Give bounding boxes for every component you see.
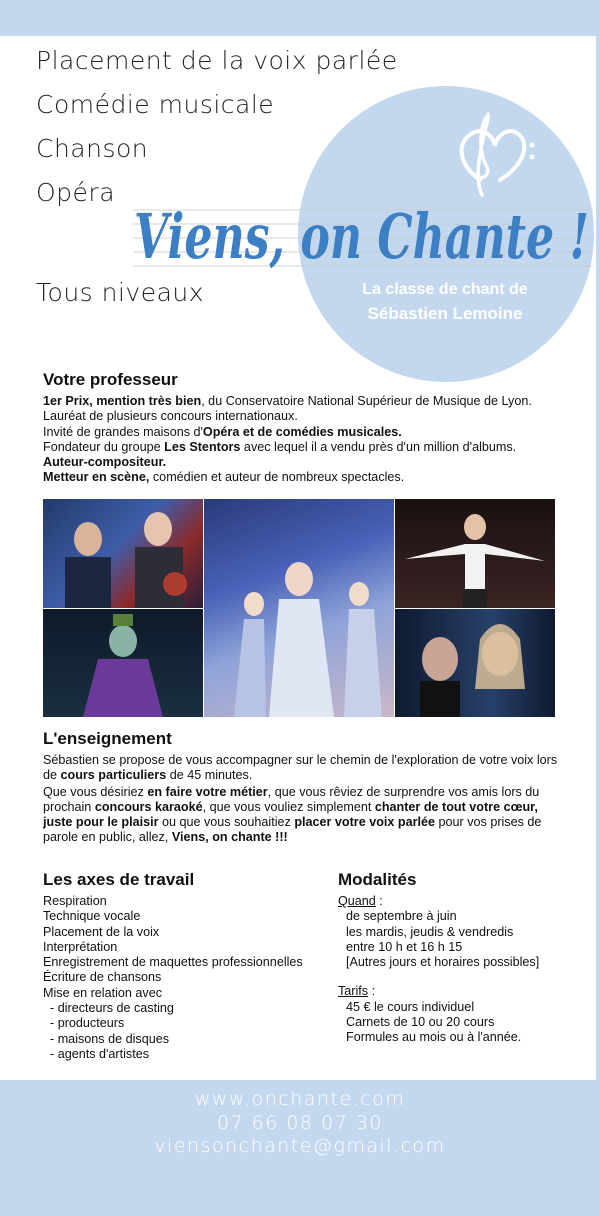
founder-rest: avec lequel il a vendu près d'un million d'albums. <box>240 439 517 454</box>
prize-bold: 1er Prix, mention très bien <box>43 394 202 408</box>
photo-duo-singers <box>43 499 203 608</box>
teaching-p2-f: chanter de tout votre cœur, juste pour le plaisir <box>43 799 538 830</box>
teaching-p2-g: ou que vous souhaitiez <box>158 815 295 830</box>
axes-item: Placement de la voix <box>43 924 160 939</box>
composer-bold: Auteur-compositeur. <box>43 455 167 470</box>
when-line: [Autres jours et horaires possibles] <box>346 955 540 970</box>
axes-heading: Les axes de travail <box>43 870 195 889</box>
price-line: Carnets de 10 ou 20 cours <box>346 1015 495 1030</box>
when-line: de septembre à juin <box>346 909 457 924</box>
axes-item: Écriture de chansons <box>43 970 162 985</box>
axes-subitem: - directeurs de casting <box>50 1001 174 1016</box>
photo-solo-silhouette <box>395 499 555 608</box>
axes-subitem: - maisons de disques <box>50 1031 170 1046</box>
director-bold: Metteur en scène, <box>43 470 150 485</box>
genre-musical: Comédie musicale <box>36 90 275 119</box>
laureate-line: Lauréat de plusieurs concours internationaux. <box>43 409 298 424</box>
teaching-text <box>43 753 558 846</box>
modalites-list <box>338 894 539 1046</box>
price-suffix: : <box>368 984 376 999</box>
guest-bold: Opéra et de comédies musicales. <box>202 424 402 439</box>
teaching-p2-a: Que vous désiriez <box>43 784 148 799</box>
price-label: Tarifs <box>338 984 369 999</box>
top-band <box>0 0 600 36</box>
genre-opera: Opéra <box>36 178 116 207</box>
axes-item: Technique vocale <box>43 909 141 924</box>
tagline-line2: Sébastien Lemoine <box>367 304 523 323</box>
when-line: entre 10 h et 16 h 15 <box>346 939 463 954</box>
price-line: Formules au mois ou à l'année. <box>346 1030 522 1045</box>
photo-solo-singer <box>395 499 555 608</box>
photo-duet <box>395 609 555 717</box>
logo-title: Viens, on Chante ! <box>134 200 589 273</box>
website-link[interactable]: www.onchante.com <box>194 1088 406 1110</box>
axes-list <box>43 894 303 1062</box>
email-link[interactable]: viensonchante@gmail.com <box>154 1135 446 1157</box>
teaching-p2-j: Viens, on chante !!! <box>171 830 288 845</box>
teaching-p2-d: concours karaoké <box>94 799 203 814</box>
teaching-p2-i: pour vos prises de parole en public, allez, <box>43 815 542 845</box>
phone-link[interactable]: 07 66 08 07 30 <box>216 1112 384 1134</box>
logo <box>128 148 598 288</box>
photo-purple-silhouette <box>43 609 203 717</box>
photo-stage-show <box>204 499 394 717</box>
logo-staff <box>128 148 598 288</box>
photo-purple-costume <box>43 609 203 717</box>
axes-subitem: - producteurs <box>50 1016 125 1031</box>
guest-start: Invité de grandes maisons d' <box>43 424 203 439</box>
level-text: Tous niveaux <box>36 278 205 307</box>
professor-heading: Votre professeur <box>43 370 178 389</box>
axes-item: Respiration <box>43 894 107 908</box>
when-suffix: : <box>375 894 383 908</box>
teaching-heading: L'enseignement <box>43 729 172 748</box>
axes-subitem: - agents d'artistes <box>50 1046 150 1061</box>
price-line: 45 € le cours individuel <box>346 999 475 1014</box>
when-line: les mardis, jeudis & vendredis <box>346 924 514 939</box>
genre-voice: Placement de la voix parlée <box>36 46 398 75</box>
tagline-line1: La classe de chant de <box>362 281 528 298</box>
photo-duo-silhouettes <box>43 499 203 608</box>
teaching-p2-c: , que vous rêviez de surprendre vos amis lors du prochain <box>43 784 540 814</box>
axes-item: Interprétation <box>43 939 118 954</box>
founder-start: Fondateur du groupe <box>43 439 165 454</box>
modalites-heading: Modalités <box>338 870 417 889</box>
teaching-p2-e: , que vous vouliez simplement <box>202 799 375 814</box>
when-label: Quand <box>338 894 376 908</box>
axes-item: Enregistrement de maquettes professionnelles <box>43 955 303 970</box>
teaching-p2-b: en faire votre métier <box>147 784 268 799</box>
axes-item: Mise en relation avec <box>43 985 163 1000</box>
founder-bold: Les Stentors <box>164 439 241 454</box>
photo-stage-silhouettes <box>204 499 394 717</box>
director-rest: comédien et auteur de nombreux spectacles. <box>149 470 405 485</box>
photo-duet-silhouettes <box>395 609 555 717</box>
teaching-p2-h: placer votre voix parlée <box>294 815 436 830</box>
prize-rest: , du Conservatoire National Supérieur de Musique de Lyon. <box>201 394 532 408</box>
professor-text <box>43 394 558 486</box>
teaching-p1-end: de 45 minutes. <box>166 768 253 783</box>
teaching-p1-bold: cours particuliers <box>60 768 167 783</box>
genre-chanson: Chanson <box>36 134 149 163</box>
teaching-p1-start: Sébastien se propose de vous accompagner sur le chemin de l'exploration de votre voix lors de <box>43 753 558 783</box>
photo-collage <box>43 499 555 717</box>
